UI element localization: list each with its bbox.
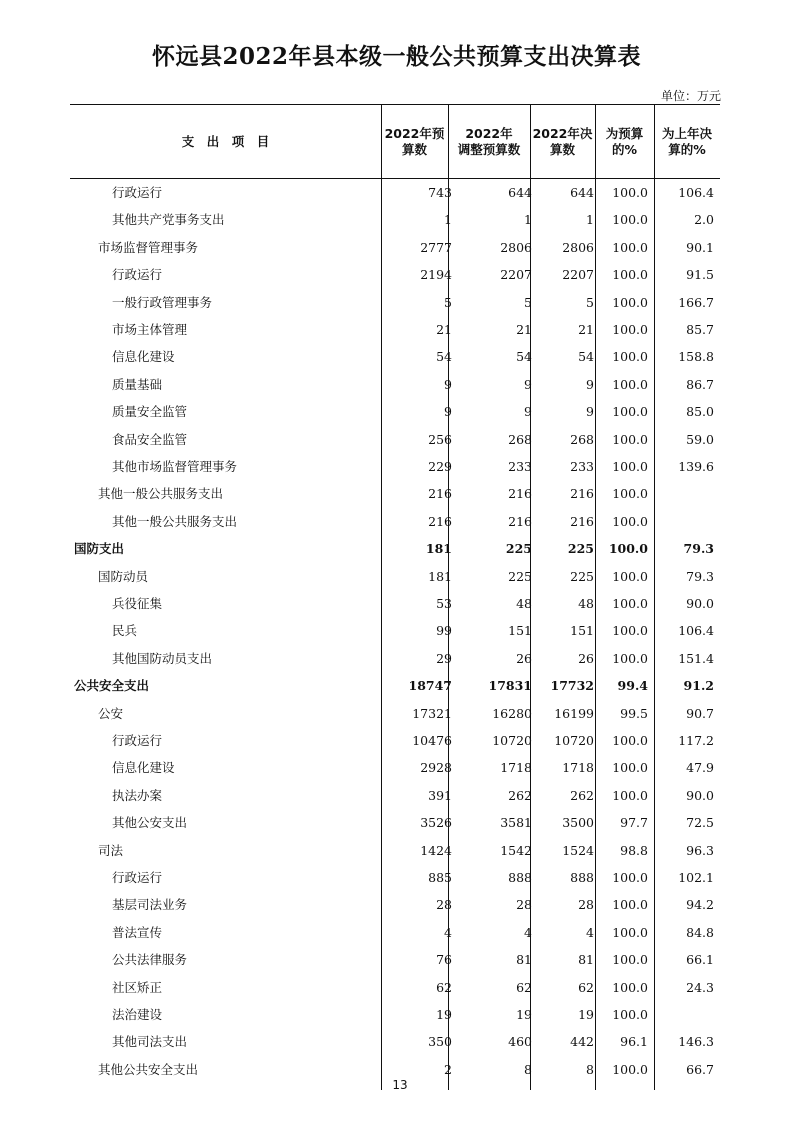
table-row (70, 919, 720, 946)
page-number: 13 (392, 1078, 408, 1092)
cell-pct-budget: 100.0 (612, 897, 648, 913)
cell-budget: 1 (444, 212, 452, 228)
cell-adjusted: 3581 (500, 815, 532, 831)
cell-pct-last: 90.0 (686, 596, 714, 611)
cell-adjusted: 268 (508, 431, 532, 447)
cell-budget: 743 (428, 185, 452, 200)
cell-pct-budget: 99.5 (620, 705, 648, 721)
cell-pct-last: 94.2 (686, 897, 714, 913)
table-row (70, 617, 720, 644)
cell-budget: 2928 (420, 760, 452, 776)
cell-item-name: 信息化建设 (112, 349, 175, 365)
cell-adjusted: 26 (516, 650, 532, 666)
table-row (70, 398, 720, 425)
cell-adjusted: 216 (508, 486, 532, 502)
cell-final: 9 (586, 404, 594, 420)
cell-item-name: 民兵 (112, 623, 138, 639)
cell-pct-last (656, 508, 714, 535)
cell-pct-last: 79.3 (686, 568, 714, 584)
cell-adjusted: 4 (524, 924, 532, 940)
table-row (70, 289, 720, 316)
cell-pct-budget: 100.0 (612, 294, 648, 310)
cell-final: 21 (578, 322, 594, 337)
cell-budget: 62 (436, 979, 452, 995)
cell-adjusted: 233 (508, 459, 532, 474)
cell-item-name: 执法办案 (112, 787, 163, 803)
cell-budget: 350 (428, 1034, 452, 1050)
cell-final: 644 (570, 185, 594, 200)
table-row (70, 645, 720, 672)
cell-item-name: 其他国防动员支出 (112, 650, 213, 666)
table-row (70, 261, 720, 288)
cell-pct-budget: 96.1 (620, 1034, 648, 1050)
cell-budget: 9 (444, 376, 452, 392)
cell-item-name: 食品安全监管 (112, 431, 188, 447)
cell-pct-last: 47.9 (686, 760, 714, 776)
cell-pct-last: 2.0 (694, 212, 714, 228)
cell-pct-last: 86.7 (686, 376, 714, 392)
cell-budget: 3526 (420, 815, 452, 831)
cell-final: 442 (570, 1034, 594, 1050)
cell-pct-last (656, 480, 714, 507)
cell-pct-last: 151.4 (678, 650, 714, 666)
cell-item-name: 公安 (98, 705, 124, 721)
cell-final: 268 (570, 431, 594, 447)
cell-pct-last: 158.8 (678, 349, 714, 365)
table-row (70, 782, 720, 809)
cell-adjusted: 151 (508, 623, 532, 639)
header-pct-last: 为上年决 算的% (661, 125, 712, 157)
cell-pct-budget: 98.8 (620, 842, 648, 858)
cell-final: 26 (578, 650, 594, 666)
table-row (70, 508, 720, 535)
cell-item-name: 行政运行 (112, 733, 163, 748)
cell-budget: 29 (436, 650, 452, 666)
cell-budget: 216 (428, 486, 452, 502)
cell-budget: 229 (428, 459, 452, 474)
cell-final: 216 (570, 486, 594, 502)
cell-item-name: 质量安全监管 (112, 404, 188, 420)
cell-adjusted: 81 (516, 952, 532, 968)
table-row (70, 727, 720, 754)
cell-final: 9 (586, 376, 594, 392)
cell-budget: 54 (436, 349, 452, 365)
cell-pct-budget: 100.0 (612, 1007, 648, 1022)
table-row (70, 1001, 720, 1028)
cell-pct-budget: 100.0 (612, 513, 648, 529)
cell-pct-last: 66.7 (686, 1061, 714, 1077)
cell-item-name: 基层司法业务 (112, 897, 188, 913)
cell-final: 3500 (562, 815, 594, 831)
cell-item-name: 质量基础 (112, 376, 163, 392)
cell-item-name: 其他市场监督管理事务 (112, 459, 238, 474)
cell-pct-budget: 100.0 (612, 239, 648, 255)
cell-final: 5 (586, 294, 594, 310)
cell-adjusted: 460 (508, 1034, 532, 1050)
cell-adjusted: 9 (524, 376, 532, 392)
cell-pct-budget: 100.0 (608, 541, 648, 557)
cell-adjusted: 1542 (500, 842, 532, 858)
cell-budget: 5 (444, 294, 452, 310)
cell-pct-last: 72.5 (686, 815, 714, 831)
cell-item-name: 法治建设 (112, 1007, 163, 1022)
cell-adjusted: 10720 (492, 733, 532, 748)
cell-final: 1718 (562, 760, 594, 776)
table-row (70, 891, 720, 918)
cell-pct-last: 96.3 (686, 842, 714, 858)
header-pct-budget: 为预算 的% (605, 125, 644, 157)
cell-pct-budget: 100.0 (612, 459, 648, 474)
cell-final: 225 (570, 568, 594, 584)
cell-final: 48 (578, 596, 594, 611)
cell-budget: 17321 (412, 705, 452, 721)
cell-budget: 28 (436, 897, 452, 913)
cell-item-name: 其他公共安全支出 (98, 1061, 199, 1077)
cell-pct-last: 79.3 (683, 541, 714, 557)
cell-pct-last: 90.0 (686, 787, 714, 803)
cell-final: 262 (570, 787, 594, 803)
cell-adjusted: 2207 (500, 267, 532, 283)
cell-item-name: 其他公安支出 (112, 815, 188, 831)
cell-item-name: 市场监督管理事务 (98, 239, 199, 255)
cell-final: 17732 (550, 678, 594, 694)
cell-item-name: 社区矫正 (112, 979, 163, 995)
cell-adjusted: 644 (508, 185, 532, 200)
table-row (70, 754, 720, 781)
cell-pct-last: 90.7 (686, 705, 714, 721)
cell-item-name: 国防动员 (98, 568, 149, 584)
cell-budget: 19 (436, 1007, 452, 1022)
cell-pct-budget: 100.0 (612, 267, 648, 283)
cell-budget: 181 (425, 541, 452, 557)
cell-adjusted: 8 (524, 1061, 532, 1077)
cell-pct-budget: 100.0 (612, 1061, 648, 1077)
cell-adjusted: 16280 (492, 705, 532, 721)
table-row (70, 946, 720, 973)
cell-final: 8 (586, 1061, 594, 1077)
cell-adjusted: 48 (516, 596, 532, 611)
cell-adjusted: 9 (524, 404, 532, 420)
cell-item-name: 国防支出 (74, 541, 125, 557)
cell-pct-budget: 100.0 (612, 185, 648, 200)
table-row (70, 316, 720, 343)
cell-budget: 1424 (420, 842, 452, 858)
cell-item-name: 行政运行 (112, 185, 163, 200)
cell-pct-last: 85.7 (686, 322, 714, 337)
cell-pct-last: 24.3 (686, 979, 714, 995)
table-row (70, 563, 720, 590)
cell-budget: 2194 (420, 267, 452, 283)
cell-adjusted: 225 (505, 541, 532, 557)
cell-pct-last: 84.8 (686, 924, 714, 940)
unit-label: 单位：万元 (660, 89, 721, 103)
cell-pct-budget: 97.7 (620, 815, 648, 831)
cell-budget: 99 (436, 623, 452, 639)
table-row (70, 453, 720, 480)
cell-item-name: 行政运行 (112, 870, 163, 885)
cell-pct-budget: 100.0 (612, 404, 648, 420)
cell-budget: 885 (428, 870, 452, 885)
cell-pct-budget: 100.0 (612, 596, 648, 611)
cell-pct-budget: 100.0 (612, 431, 648, 447)
cell-pct-last (656, 1001, 714, 1028)
cell-pct-budget: 100.0 (612, 486, 648, 502)
cell-pct-last: 146.3 (678, 1034, 714, 1050)
cell-pct-last: 59.0 (686, 431, 714, 447)
cell-budget: 53 (436, 596, 452, 611)
cell-adjusted: 62 (516, 979, 532, 995)
table-row (70, 837, 720, 864)
table-row (70, 179, 720, 206)
cell-item-name: 公共安全支出 (74, 678, 150, 694)
cell-adjusted: 2806 (500, 239, 532, 255)
cell-final: 4 (586, 924, 594, 940)
cell-item-name: 其他一般公共服务支出 (112, 513, 238, 529)
cell-pct-budget: 100.0 (612, 870, 648, 885)
cell-pct-budget: 100.0 (612, 322, 648, 337)
cell-final: 54 (578, 349, 594, 365)
cell-budget: 18747 (408, 678, 452, 694)
cell-budget: 256 (428, 431, 452, 447)
cell-pct-last: 90.1 (686, 239, 714, 255)
cell-pct-budget: 100.0 (612, 787, 648, 803)
cell-budget: 4 (444, 924, 452, 940)
cell-final: 62 (578, 979, 594, 995)
table-row (70, 590, 720, 617)
cell-item-name: 其他司法支出 (112, 1034, 188, 1050)
cell-final: 233 (570, 459, 594, 474)
cell-pct-last: 106.4 (678, 623, 714, 639)
cell-final: 225 (567, 541, 594, 557)
cell-pct-budget: 100.0 (612, 349, 648, 365)
cell-pct-budget: 100.0 (612, 733, 648, 748)
header-final: 2022年决 算数 (532, 125, 593, 157)
table-row (70, 1028, 720, 1055)
cell-budget: 391 (428, 787, 452, 803)
cell-pct-budget: 100.0 (612, 376, 648, 392)
cell-item-name: 行政运行 (112, 267, 163, 283)
cell-pct-budget: 100.0 (612, 650, 648, 666)
cell-final: 151 (570, 623, 594, 639)
cell-item-name: 兵役征集 (112, 596, 163, 611)
table-row (70, 672, 720, 699)
cell-adjusted: 888 (508, 870, 532, 885)
cell-pct-budget: 100.0 (612, 568, 648, 584)
cell-final: 16199 (554, 705, 594, 721)
cell-pct-last: 106.4 (678, 185, 714, 200)
cell-budget: 10476 (412, 733, 452, 748)
cell-adjusted: 19 (516, 1007, 532, 1022)
cell-pct-budget: 100.0 (612, 924, 648, 940)
cell-pct-last: 139.6 (678, 459, 714, 474)
cell-pct-budget: 100.0 (612, 979, 648, 995)
cell-final: 10720 (554, 733, 594, 748)
table-row (70, 809, 720, 836)
cell-adjusted: 21 (516, 322, 532, 337)
cell-budget: 9 (444, 404, 452, 420)
cell-item-name: 信息化建设 (112, 760, 175, 776)
cell-item-name: 一般行政管理事务 (112, 294, 213, 310)
cell-final: 1 (586, 212, 594, 228)
table-row (70, 700, 720, 727)
cell-adjusted: 225 (508, 568, 532, 584)
cell-final: 1524 (562, 842, 594, 858)
cell-adjusted: 1 (524, 212, 532, 228)
table-row (70, 864, 720, 891)
cell-pct-last: 66.1 (686, 952, 714, 968)
page-title: 怀远县2022年县本级一般公共预算支出决算表 (151, 43, 641, 70)
cell-adjusted: 28 (516, 897, 532, 913)
cell-final: 28 (578, 897, 594, 913)
table-row (70, 343, 720, 370)
cell-item-name: 司法 (98, 842, 124, 858)
cell-pct-budget: 100.0 (612, 760, 648, 776)
cell-budget: 76 (436, 952, 452, 968)
cell-final: 81 (578, 952, 594, 968)
cell-pct-budget: 99.4 (617, 678, 648, 694)
cell-pct-last: 91.2 (683, 678, 714, 694)
cell-adjusted: 216 (508, 513, 532, 529)
cell-item-name: 其他一般公共服务支出 (98, 486, 224, 502)
table-row (70, 974, 720, 1001)
cell-adjusted: 54 (516, 349, 532, 365)
cell-adjusted: 5 (524, 294, 532, 310)
header-item: 支 出 项 目 (181, 133, 270, 149)
cell-budget: 21 (436, 322, 452, 337)
cell-pct-last: 166.7 (678, 294, 714, 310)
cell-budget: 216 (428, 513, 452, 529)
cell-final: 19 (578, 1007, 594, 1022)
cell-pct-last: 117.2 (678, 733, 714, 748)
cell-pct-budget: 100.0 (612, 212, 648, 228)
table-row (70, 206, 720, 233)
cell-pct-last: 91.5 (686, 267, 714, 283)
table-row (70, 426, 720, 453)
cell-pct-budget: 100.0 (612, 952, 648, 968)
cell-budget: 2777 (420, 239, 452, 255)
cell-item-name: 公共法律服务 (112, 952, 188, 968)
table-row (70, 234, 720, 261)
cell-final: 2207 (562, 267, 594, 283)
header-budget: 2022年预 算数 (384, 125, 445, 157)
cell-pct-last: 85.0 (686, 404, 714, 420)
cell-adjusted: 17831 (488, 678, 532, 694)
table-row (70, 480, 720, 507)
header-adjusted: 2022年 调整预算数 (457, 125, 521, 157)
cell-item-name: 市场主体管理 (112, 322, 188, 337)
cell-final: 2806 (562, 239, 594, 255)
cell-budget: 181 (428, 568, 452, 584)
cell-budget: 2 (444, 1061, 452, 1077)
cell-item-name: 其他共产党事务支出 (112, 212, 225, 228)
cell-pct-budget: 100.0 (612, 623, 648, 639)
cell-item-name: 普法宣传 (112, 924, 163, 940)
table-row (70, 535, 720, 562)
cell-final: 888 (570, 870, 594, 885)
cell-pct-last: 102.1 (678, 870, 714, 885)
cell-adjusted: 262 (508, 787, 532, 803)
table-row (70, 371, 720, 398)
cell-final: 216 (570, 513, 594, 529)
cell-adjusted: 1718 (500, 760, 532, 776)
